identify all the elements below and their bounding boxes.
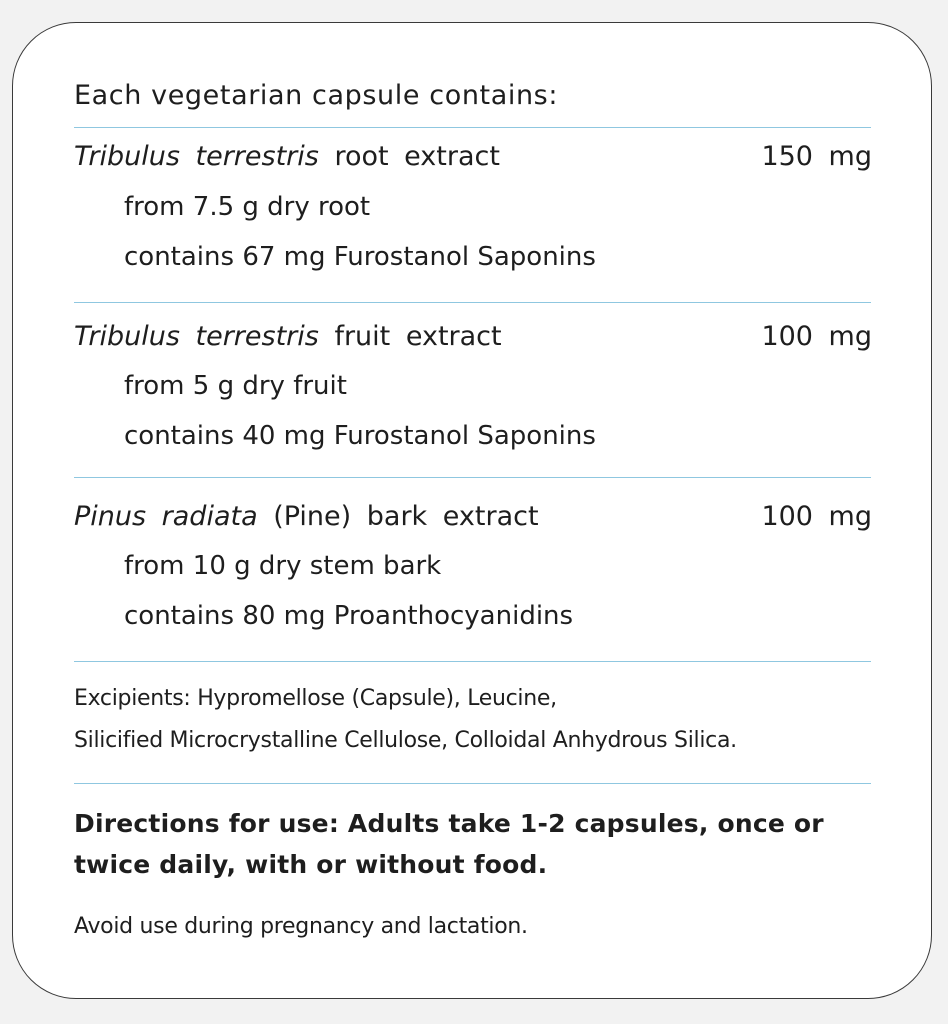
ingredient-latin-name: Pinus radiata [74, 501, 258, 532]
ingredient-amount: 100 mg [761, 501, 872, 532]
ingredient-source: from 5 g dry fruit [124, 371, 347, 401]
ingredient-source: from 10 g dry stem bark [124, 551, 442, 581]
divider [74, 661, 871, 662]
directions-for-use: Directions for use: Adults take 1-2 capsules, once or twice daily, with or without food. [74, 809, 824, 879]
ingredient-latin-name: Tribulus terrestris [74, 321, 319, 352]
ingredient-part: (Pine) bark extract [257, 501, 539, 532]
ingredient-latin-name: Tribulus terrestris [74, 141, 319, 172]
ingredient-name [74, 501, 539, 532]
ingredient-part: root extract [318, 141, 500, 172]
divider [74, 302, 871, 303]
ingredient-contains: contains 67 mg Furostanol Saponins [124, 242, 596, 272]
ingredient-source: from 7.5 g dry root [124, 192, 371, 222]
divider [74, 477, 871, 478]
ingredient-name [74, 141, 500, 172]
ingredient-amount: 100 mg [761, 321, 872, 352]
pregnancy-warning: Avoid use during pregnancy and lactation. [74, 914, 528, 939]
panel-heading: Each vegetarian capsule contains: [74, 80, 559, 111]
divider [74, 127, 871, 128]
ingredient-part: fruit extract [318, 321, 502, 352]
excipients-line: Excipients: Hypromellose (Capsule), Leucine, [74, 686, 557, 711]
ingredient-amount: 150 mg [761, 141, 872, 172]
divider [74, 783, 871, 784]
excipients-line: Silicified Microcrystalline Cellulose, Colloidal Anhydrous Silica. [74, 728, 737, 753]
ingredient-contains: contains 80 mg Proanthocyanidins [124, 601, 574, 631]
ingredient-name [74, 321, 502, 352]
ingredient-contains: contains 40 mg Furostanol Saponins [124, 421, 596, 451]
